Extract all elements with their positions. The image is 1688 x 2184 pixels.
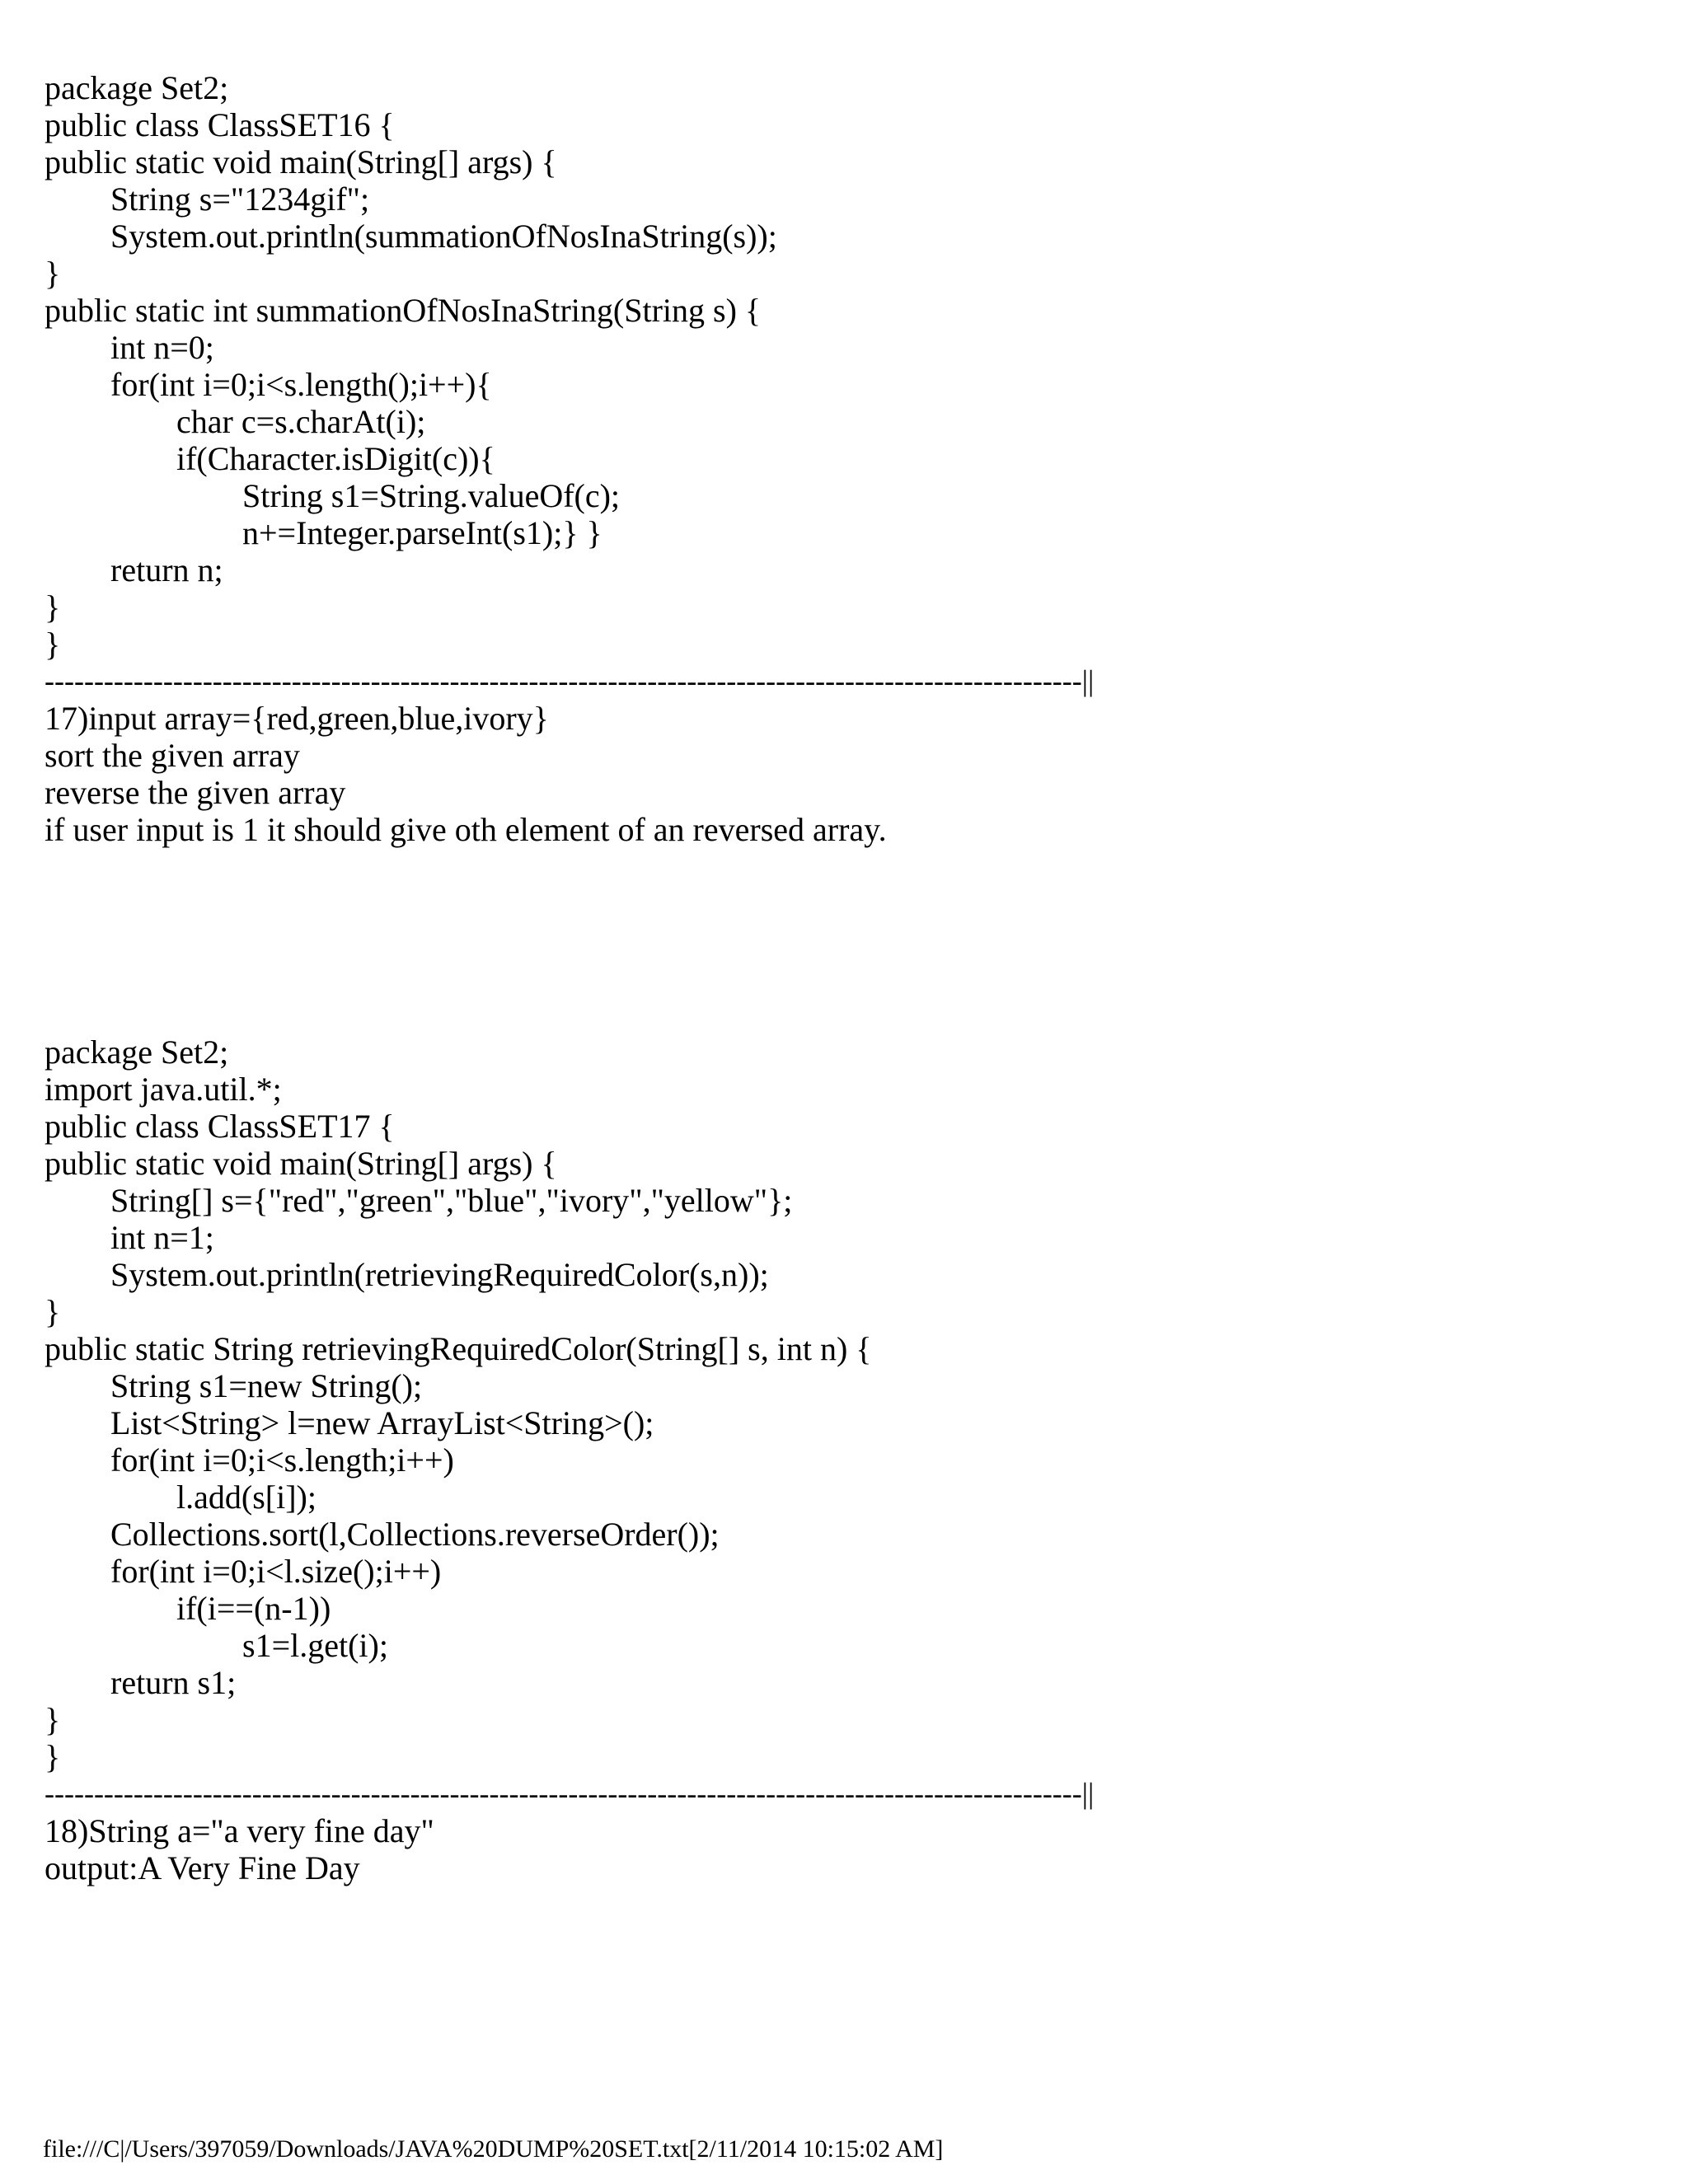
code-line: } — [45, 626, 61, 663]
question-text: if user input is 1 it should give oth element of an reversed array. — [45, 811, 887, 848]
code-line: int n=1; — [110, 1219, 214, 1256]
code-line: for(int i=0;i<s.length;i++) — [110, 1441, 454, 1479]
code-line: l.add(s[i]); — [176, 1479, 316, 1516]
code-line: public class ClassSET17 { — [45, 1108, 395, 1145]
file-path-footer: file:///C|/Users/397059/Downloads/JAVA%20DUMP%20SET.txt[2/11/2014 10:15:02 AM] — [43, 2135, 944, 2163]
code-line: import java.util.*; — [45, 1071, 282, 1108]
code-line: for(int i=0;i<s.length();i++){ — [110, 366, 492, 403]
code-line: public static String retrievingRequiredColor(String[] s, int n) { — [45, 1330, 872, 1367]
code-line: List<String> l=new ArrayList<String>(); — [110, 1404, 654, 1441]
code-line: public static void main(String[] args) { — [45, 143, 557, 180]
code-line: System.out.println(retrievingRequiredColor(s,n)); — [110, 1256, 769, 1293]
code-line: String s1=String.valueOf(c); — [242, 477, 621, 514]
code-line: } — [45, 1701, 61, 1738]
code-line: } — [45, 1293, 61, 1330]
question-text: output:A Very Fine Day — [45, 1849, 360, 1886]
code-line: } — [45, 588, 61, 626]
code-line: String s="1234gif"; — [110, 180, 370, 218]
code-line: System.out.println(summationOfNosInaString(s)); — [110, 218, 777, 255]
code-line: char c=s.charAt(i); — [176, 403, 426, 440]
code-line: public class ClassSET16 { — [45, 106, 395, 143]
code-line: if(i==(n-1)) — [176, 1590, 331, 1627]
code-line: } — [45, 255, 61, 292]
code-line: } — [45, 1738, 61, 1775]
code-line: String[] s={"red","green","blue","ivory","yellow"}; — [110, 1182, 793, 1219]
code-line: public static void main(String[] args) { — [45, 1145, 557, 1182]
code-line: n+=Integer.parseInt(s1);} } — [242, 514, 603, 551]
question-text: sort the given array — [45, 737, 300, 774]
code-line: return n; — [110, 551, 223, 588]
code-line: String s1=new String(); — [110, 1367, 423, 1404]
code-line: return s1; — [110, 1664, 237, 1701]
question-text: reverse the given array — [45, 774, 346, 811]
code-line: package Set2; — [45, 1033, 229, 1071]
code-line: s1=l.get(i); — [242, 1627, 388, 1664]
separator-line: ---------------------------------------------------------------------------------------------------------|| — [45, 1777, 1095, 1810]
code-line: public static int summationOfNosInaString(String s) { — [45, 292, 762, 329]
separator-line: ---------------------------------------------------------------------------------------------------------|| — [45, 664, 1095, 697]
code-line: package Set2; — [45, 69, 229, 106]
code-line: Collections.sort(l,Collections.reverseOrder()); — [110, 1516, 720, 1553]
code-line: int n=0; — [110, 329, 214, 366]
question-text: 17)input array={red,green,blue,ivory} — [45, 700, 549, 737]
question-text: 18)String a="a very fine day" — [45, 1812, 434, 1849]
code-line: if(Character.isDigit(c)){ — [176, 440, 495, 477]
code-line: for(int i=0;i<l.size();i++) — [110, 1553, 442, 1590]
